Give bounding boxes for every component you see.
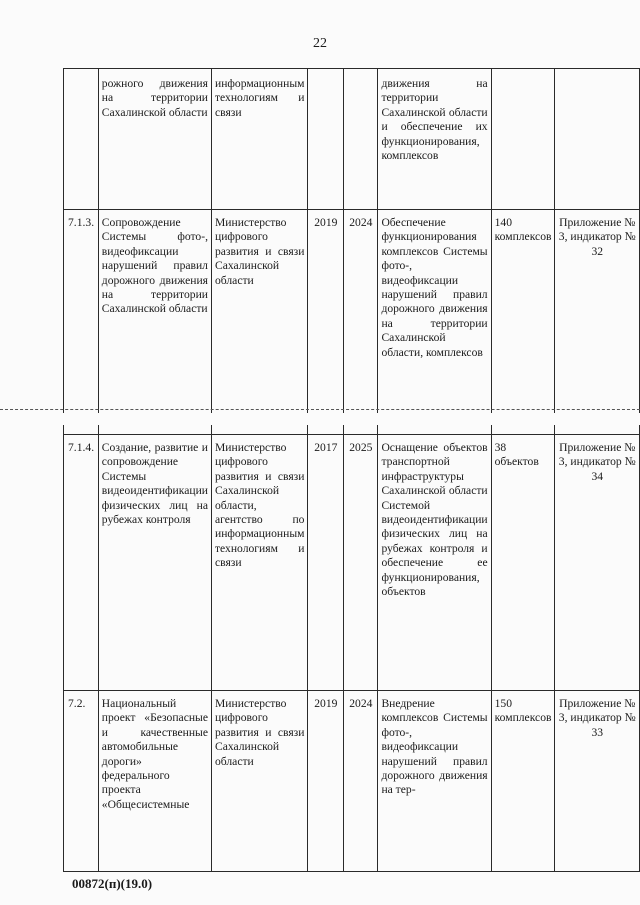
measure-name: Создание, развитие и сопровождение Системы видеоидентификации физических лиц на рубежах контроля bbox=[98, 435, 211, 691]
indicator-link: Приложение № 3, индикатор № 34 bbox=[555, 435, 640, 691]
scan-cut-line bbox=[0, 409, 640, 410]
indicator-link: Приложение № 3, индикатор № 33 bbox=[555, 691, 640, 872]
end-year: 2024 bbox=[344, 691, 378, 872]
start-year: 2019 bbox=[308, 691, 344, 872]
executor: Министерство цифрового развития и связи Сахалинской области bbox=[211, 691, 307, 872]
start-year: 2019 bbox=[308, 210, 344, 435]
executor: Министерство цифрового развития и связи Сахалинской области bbox=[211, 210, 307, 435]
document-code: 00872(п)(19.0) bbox=[72, 876, 153, 891]
measure-name: Сопровождение Системы фото-, видеофиксации нарушений правил дорожного движения на территории Сахалинской области bbox=[98, 210, 211, 435]
start-year bbox=[308, 69, 344, 210]
executor: Министерство цифрового развития и связи Сахалинской области, агентство по информационным технологиям и связи bbox=[211, 435, 307, 691]
row-number bbox=[64, 69, 99, 210]
target-count: 140 комплексов bbox=[491, 210, 555, 435]
measures-table bbox=[63, 68, 640, 872]
expected-result: Внедрение комплексов Системы фото-, видеофиксации нарушений правил дорожного движения на тер- bbox=[378, 691, 491, 872]
scan-cut-gap bbox=[0, 413, 640, 425]
target-count: 150 комплексов bbox=[491, 691, 555, 872]
end-year bbox=[344, 69, 378, 210]
end-year: 2025 bbox=[344, 435, 378, 691]
row-number: 7.1.4. bbox=[64, 435, 99, 691]
measure-name: рожного движения на территории Сахалинской области bbox=[98, 69, 211, 210]
end-year: 2024 bbox=[344, 210, 378, 435]
table-row bbox=[64, 435, 640, 691]
measure-name: Национальный проект «Безопасные и качественные автомобильные дороги» федерального проекта «Общесистемные bbox=[98, 691, 211, 872]
table-row bbox=[64, 69, 640, 210]
row-number: 7.2. bbox=[64, 691, 99, 872]
expected-result: движения на территории Сахалинской области и обеспечение их функционирования, комплексов bbox=[378, 69, 491, 210]
row-number: 7.1.3. bbox=[64, 210, 99, 435]
table-row bbox=[64, 691, 640, 872]
expected-result: Оснащение объектов транспортной инфраструктуры Сахалинской области Системой видеоидентификации физических лиц на рубежах контроля и обеспечение ее функционирования, объектов bbox=[378, 435, 491, 691]
executor: информационным технологиям и связи bbox=[211, 69, 307, 210]
expected-result: Обеспечение функционирования комплексов Системы фото-, видеофиксации нарушений правил дорожного движения на территории Сахалинской области, комплексов bbox=[378, 210, 491, 435]
indicator-link bbox=[555, 69, 640, 210]
target-count: 38 объектов bbox=[491, 435, 555, 691]
table-row bbox=[64, 210, 640, 435]
indicator-link: Приложение № 3, индикатор № 32 bbox=[555, 210, 640, 435]
start-year: 2017 bbox=[308, 435, 344, 691]
target-count bbox=[491, 69, 555, 210]
page-number: 22 bbox=[313, 36, 327, 51]
